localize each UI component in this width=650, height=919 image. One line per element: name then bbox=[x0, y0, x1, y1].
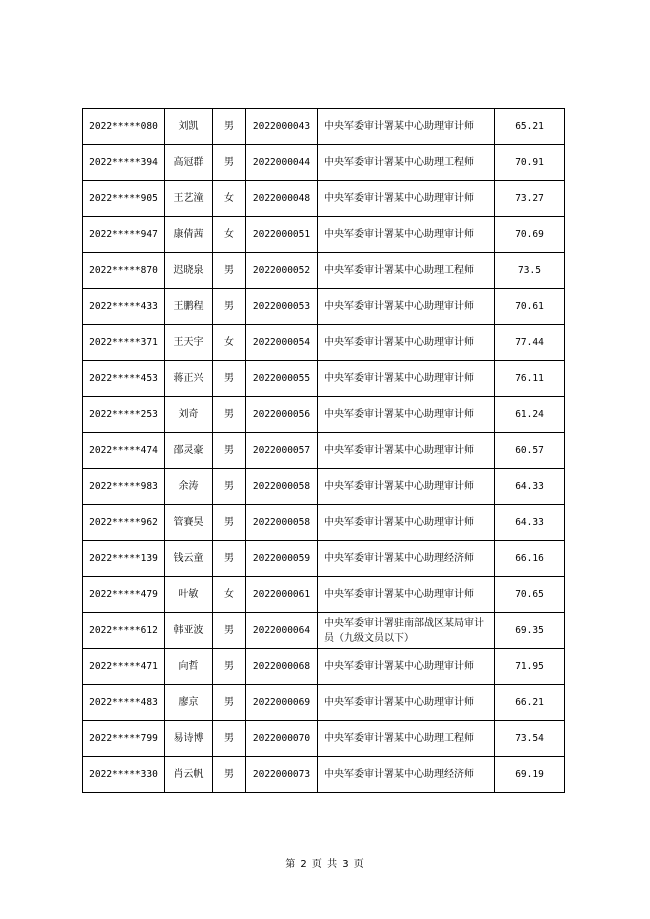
position-code-cell: 2022000053 bbox=[246, 289, 318, 325]
candidate-id-cell: 2022*****905 bbox=[83, 181, 165, 217]
candidate-id-cell: 2022*****080 bbox=[83, 109, 165, 145]
position-code-cell: 2022000069 bbox=[246, 685, 318, 721]
candidate-gender-cell: 男 bbox=[213, 613, 246, 649]
candidate-id-cell: 2022*****474 bbox=[83, 433, 165, 469]
candidate-name-cell: 高冠群 bbox=[165, 145, 213, 181]
candidate-name-cell: 刘奇 bbox=[165, 397, 213, 433]
position-name-cell: 中央军委审计署某中心助理审计师 bbox=[318, 181, 495, 217]
candidate-gender-cell: 男 bbox=[213, 289, 246, 325]
candidate-id-cell: 2022*****983 bbox=[83, 469, 165, 505]
table-row bbox=[83, 289, 565, 325]
candidate-name-cell: 肖云帆 bbox=[165, 757, 213, 793]
score-cell: 73.54 bbox=[495, 721, 565, 757]
table-row bbox=[83, 325, 565, 361]
position-code-cell: 2022000043 bbox=[246, 109, 318, 145]
candidate-gender-cell: 男 bbox=[213, 721, 246, 757]
position-code-cell: 2022000064 bbox=[246, 613, 318, 649]
score-cell: 77.44 bbox=[495, 325, 565, 361]
candidate-gender-cell: 男 bbox=[213, 145, 246, 181]
position-name-cell: 中央军委审计署某中心助理审计师 bbox=[318, 577, 495, 613]
position-code-cell: 2022000055 bbox=[246, 361, 318, 397]
score-cell: 61.24 bbox=[495, 397, 565, 433]
table-row bbox=[83, 721, 565, 757]
position-name-cell: 中央军委审计署某中心助理审计师 bbox=[318, 397, 495, 433]
candidate-name-cell: 韩亚波 bbox=[165, 613, 213, 649]
candidate-name-cell: 钱云童 bbox=[165, 541, 213, 577]
candidate-gender-cell: 男 bbox=[213, 469, 246, 505]
position-code-cell: 2022000061 bbox=[246, 577, 318, 613]
candidate-gender-cell: 男 bbox=[213, 109, 246, 145]
position-code-cell: 2022000068 bbox=[246, 649, 318, 685]
candidate-gender-cell: 女 bbox=[213, 325, 246, 361]
candidate-name-cell: 余涛 bbox=[165, 469, 213, 505]
table-row bbox=[83, 109, 565, 145]
score-cell: 73.5 bbox=[495, 253, 565, 289]
position-code-cell: 2022000044 bbox=[246, 145, 318, 181]
position-code-cell: 2022000070 bbox=[246, 721, 318, 757]
candidate-name-cell: 刘凯 bbox=[165, 109, 213, 145]
candidate-name-cell: 蒋正兴 bbox=[165, 361, 213, 397]
position-code-cell: 2022000051 bbox=[246, 217, 318, 253]
table-row bbox=[83, 613, 565, 649]
candidate-name-cell: 康倩茜 bbox=[165, 217, 213, 253]
candidate-gender-cell: 男 bbox=[213, 505, 246, 541]
position-name-cell: 中央军委审计署某中心助理审计师 bbox=[318, 361, 495, 397]
position-name-cell: 中央军委审计署某中心助理审计师 bbox=[318, 109, 495, 145]
position-code-cell: 2022000058 bbox=[246, 505, 318, 541]
candidate-id-cell: 2022*****483 bbox=[83, 685, 165, 721]
candidate-id-cell: 2022*****253 bbox=[83, 397, 165, 433]
candidate-name-cell: 叶敏 bbox=[165, 577, 213, 613]
score-cell: 70.91 bbox=[495, 145, 565, 181]
candidate-id-cell: 2022*****870 bbox=[83, 253, 165, 289]
candidate-id-cell: 2022*****612 bbox=[83, 613, 165, 649]
candidate-id-cell: 2022*****962 bbox=[83, 505, 165, 541]
candidate-name-cell: 廖京 bbox=[165, 685, 213, 721]
candidate-name-cell: 邵灵豪 bbox=[165, 433, 213, 469]
candidate-id-cell: 2022*****330 bbox=[83, 757, 165, 793]
score-cell: 73.27 bbox=[495, 181, 565, 217]
candidate-gender-cell: 男 bbox=[213, 397, 246, 433]
position-name-cell: 中央军委审计署某中心助理审计师 bbox=[318, 649, 495, 685]
candidate-id-cell: 2022*****479 bbox=[83, 577, 165, 613]
table-row bbox=[83, 253, 565, 289]
position-code-cell: 2022000059 bbox=[246, 541, 318, 577]
candidate-gender-cell: 女 bbox=[213, 577, 246, 613]
table-row bbox=[83, 757, 565, 793]
score-cell: 76.11 bbox=[495, 361, 565, 397]
table-row bbox=[83, 217, 565, 253]
candidate-table-body bbox=[83, 109, 565, 793]
candidate-name-cell: 向哲 bbox=[165, 649, 213, 685]
table-row bbox=[83, 181, 565, 217]
candidate-name-cell: 王鹏程 bbox=[165, 289, 213, 325]
position-code-cell: 2022000058 bbox=[246, 469, 318, 505]
candidate-gender-cell: 男 bbox=[213, 757, 246, 793]
position-name-cell: 中央军委审计署某中心助理审计师 bbox=[318, 325, 495, 361]
score-cell: 70.69 bbox=[495, 217, 565, 253]
candidate-gender-cell: 男 bbox=[213, 685, 246, 721]
position-name-cell: 中央军委审计署某中心助理工程师 bbox=[318, 253, 495, 289]
position-name-cell: 中央军委审计署某中心助理审计师 bbox=[318, 289, 495, 325]
candidate-id-cell: 2022*****139 bbox=[83, 541, 165, 577]
table-row bbox=[83, 649, 565, 685]
candidate-id-cell: 2022*****471 bbox=[83, 649, 165, 685]
score-cell: 66.21 bbox=[495, 685, 565, 721]
candidate-table bbox=[82, 108, 565, 793]
candidate-gender-cell: 女 bbox=[213, 217, 246, 253]
candidate-name-cell: 管賽昊 bbox=[165, 505, 213, 541]
candidate-id-cell: 2022*****453 bbox=[83, 361, 165, 397]
candidate-name-cell: 王艺潼 bbox=[165, 181, 213, 217]
position-name-cell: 中央军委审计署驻南部战区某局审计员（九级文员以下） bbox=[318, 613, 495, 649]
position-name-cell: 中央军委审计署某中心助理审计师 bbox=[318, 469, 495, 505]
table-row bbox=[83, 361, 565, 397]
candidate-id-cell: 2022*****433 bbox=[83, 289, 165, 325]
position-code-cell: 2022000052 bbox=[246, 253, 318, 289]
position-name-cell: 中央军委审计署某中心助理工程师 bbox=[318, 145, 495, 181]
candidate-gender-cell: 女 bbox=[213, 181, 246, 217]
table-row bbox=[83, 433, 565, 469]
candidate-id-cell: 2022*****799 bbox=[83, 721, 165, 757]
position-code-cell: 2022000048 bbox=[246, 181, 318, 217]
candidate-id-cell: 2022*****394 bbox=[83, 145, 165, 181]
position-code-cell: 2022000054 bbox=[246, 325, 318, 361]
score-cell: 71.95 bbox=[495, 649, 565, 685]
score-cell: 69.35 bbox=[495, 613, 565, 649]
candidate-gender-cell: 男 bbox=[213, 253, 246, 289]
position-name-cell: 中央军委审计署某中心助理审计师 bbox=[318, 505, 495, 541]
table-row bbox=[83, 541, 565, 577]
candidate-gender-cell: 男 bbox=[213, 361, 246, 397]
score-cell: 64.33 bbox=[495, 469, 565, 505]
table-row bbox=[83, 685, 565, 721]
table-row bbox=[83, 397, 565, 433]
candidate-gender-cell: 男 bbox=[213, 649, 246, 685]
score-cell: 70.61 bbox=[495, 289, 565, 325]
candidate-id-cell: 2022*****947 bbox=[83, 217, 165, 253]
position-name-cell: 中央军委审计署某中心助理经济师 bbox=[318, 757, 495, 793]
position-name-cell: 中央军委审计署某中心助理审计师 bbox=[318, 685, 495, 721]
candidate-gender-cell: 男 bbox=[213, 433, 246, 469]
table-row bbox=[83, 577, 565, 613]
candidate-name-cell: 迟晓泉 bbox=[165, 253, 213, 289]
candidate-name-cell: 易诗博 bbox=[165, 721, 213, 757]
candidate-gender-cell: 男 bbox=[213, 541, 246, 577]
page-footer: 第 2 页 共 3 页 bbox=[285, 859, 365, 870]
candidate-id-cell: 2022*****371 bbox=[83, 325, 165, 361]
position-name-cell: 中央军委审计署某中心助理工程师 bbox=[318, 721, 495, 757]
score-cell: 60.57 bbox=[495, 433, 565, 469]
position-code-cell: 2022000073 bbox=[246, 757, 318, 793]
table-row bbox=[83, 505, 565, 541]
position-name-cell: 中央军委审计署某中心助理经济师 bbox=[318, 541, 495, 577]
score-cell: 64.33 bbox=[495, 505, 565, 541]
candidate-name-cell: 王天宇 bbox=[165, 325, 213, 361]
position-name-cell: 中央军委审计署某中心助理审计师 bbox=[318, 433, 495, 469]
score-cell: 70.65 bbox=[495, 577, 565, 613]
table-row bbox=[83, 145, 565, 181]
table-row bbox=[83, 469, 565, 505]
position-name-cell: 中央军委审计署某中心助理审计师 bbox=[318, 217, 495, 253]
score-cell: 65.21 bbox=[495, 109, 565, 145]
position-code-cell: 2022000056 bbox=[246, 397, 318, 433]
position-code-cell: 2022000057 bbox=[246, 433, 318, 469]
score-cell: 66.16 bbox=[495, 541, 565, 577]
score-cell: 69.19 bbox=[495, 757, 565, 793]
